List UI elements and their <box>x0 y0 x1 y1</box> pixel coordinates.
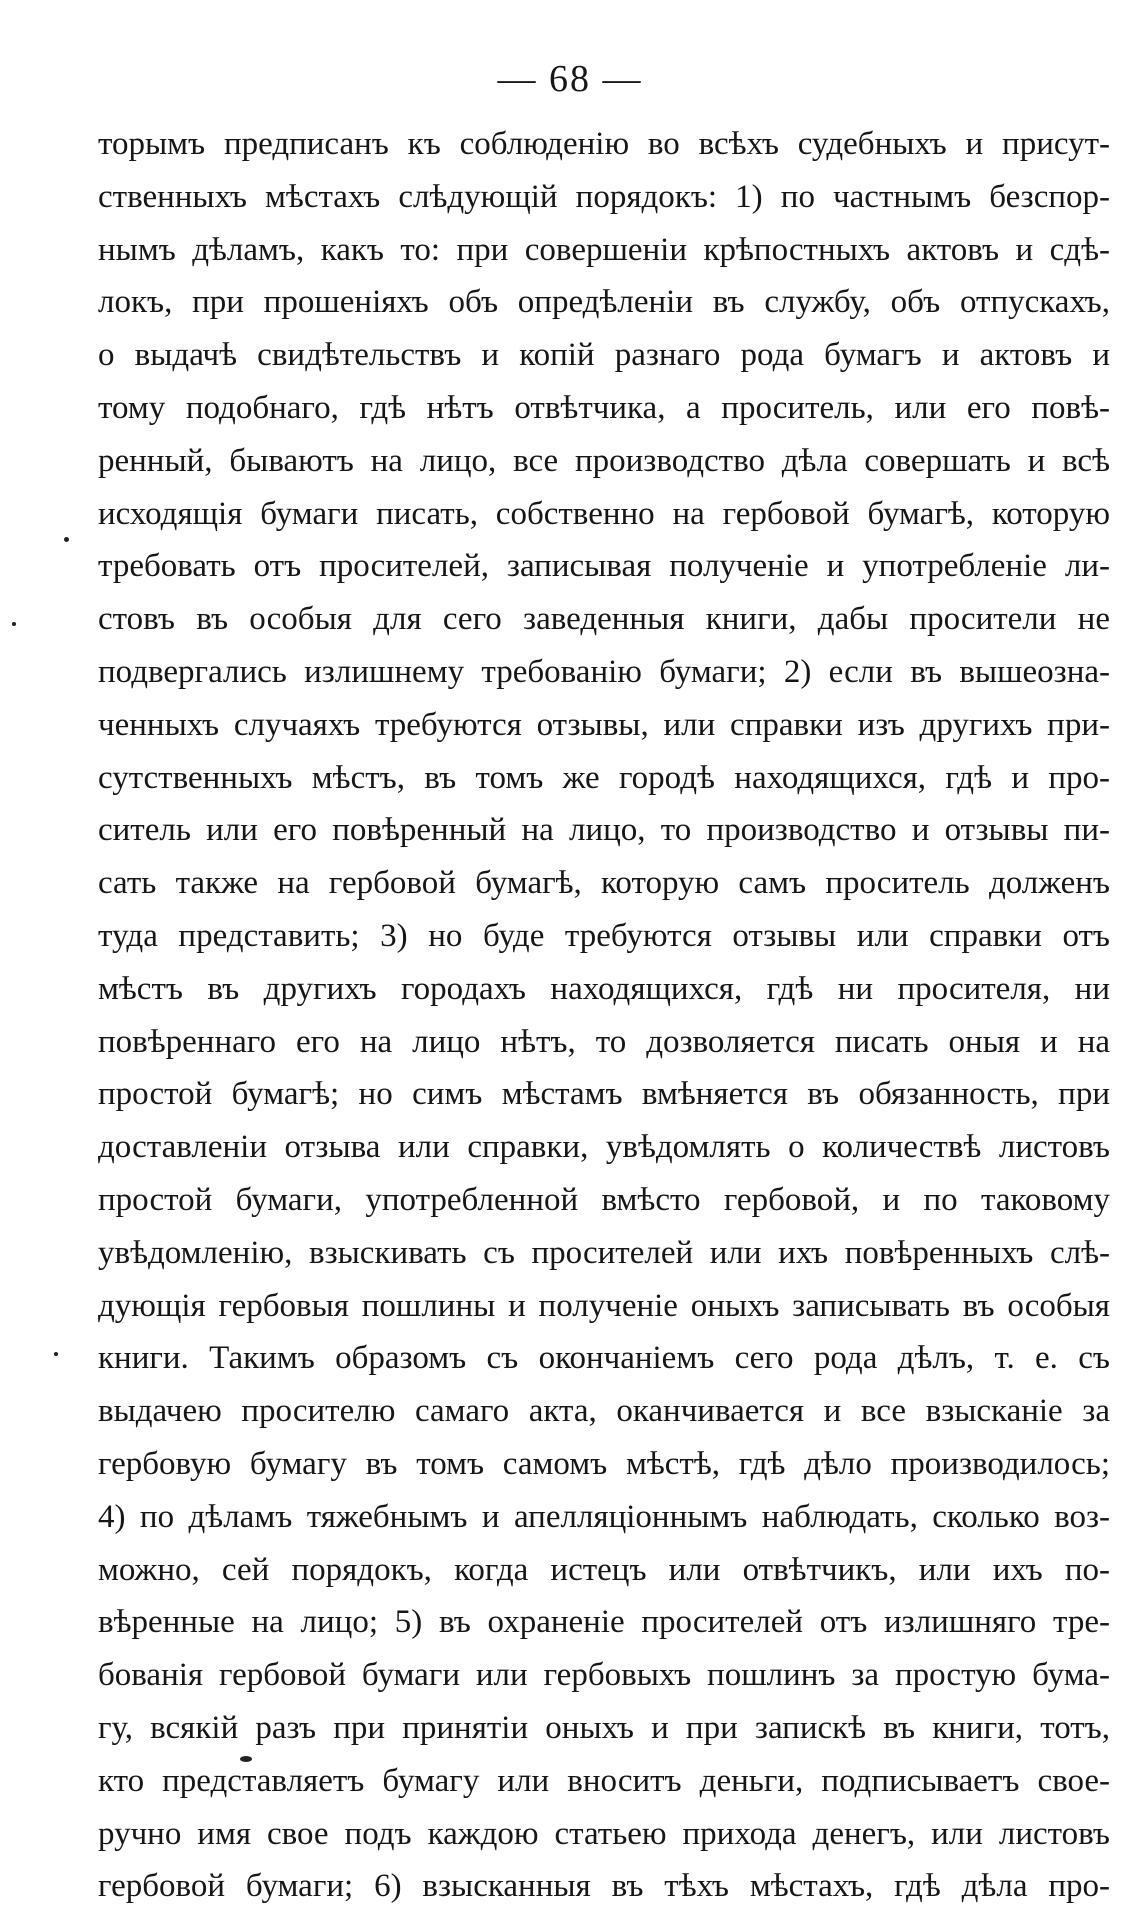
text-line: о выдачѣ свидѣтельствъ и копій разнаго рода бумагъ и актовъ и <box>98 337 1110 374</box>
text-line: можно, сей порядокъ, когда истецъ или отвѣтчикъ, или ихъ по- <box>98 1551 1110 1588</box>
text-line: простой бумаги, употребленной вмѣсто гербовой, и по таковому <box>98 1181 1110 1218</box>
text-line: гу, всякій разъ при принятіи оныхъ и при запискѣ въ книги, тотъ, <box>98 1709 1110 1746</box>
text-line: ченныхъ случаяхъ требуются отзывы, или справки изъ другихъ при- <box>98 706 1110 743</box>
text-line: локъ, при прошеніяхъ объ опредѣленіи въ службу, объ отпускахъ, <box>98 284 1110 321</box>
text-line: сать также на гербовой бумагѣ, которую самъ проситель долженъ <box>98 865 1110 902</box>
scan-speck <box>54 1352 58 1356</box>
text-line: повѣреннаго его на лицо нѣтъ, то дозволяется писать оныя и на <box>98 1023 1110 1060</box>
text-line: стовъ въ особыя для сего заведенныя книги, дабы просители не <box>98 601 1110 638</box>
body-text <box>98 118 1110 1913</box>
text-line: выдачею просителю самаго акта, оканчивается и все взысканіе за <box>98 1393 1110 1430</box>
text-line: книги. Такимъ образомъ съ окончаніемъ сего рода дѣлъ, т. е. съ <box>98 1340 1110 1377</box>
scan-speck <box>64 537 69 542</box>
scan-speck <box>240 1756 252 1762</box>
text-line: торымъ предписанъ къ соблюденію во всѣхъ судебныхъ и присут- <box>98 126 1110 162</box>
text-line: увѣдомленію, взыскивать съ просителей или ихъ повѣренныхъ слѣ- <box>98 1234 1110 1271</box>
page-number: — 68 — <box>497 58 643 100</box>
text-line: подвергались излишнему требованію бумаги; 2) если въ вышеозна- <box>98 653 1110 690</box>
text-line: требовать отъ просителей, записывая полученіе и употребленіе ли- <box>98 548 1110 585</box>
text-line: 4) по дѣламъ тяжебнымъ и апелляціоннымъ наблюдать, сколько воз- <box>98 1498 1110 1535</box>
text-line: ситель или его повѣренный на лицо, то производство и отзывы пи- <box>98 812 1110 849</box>
text-line: дующія гербовыя пошлины и полученіе оныхъ записывать въ особыя <box>98 1287 1110 1324</box>
text-line: мѣстъ въ другихъ городахъ находящихся, гдѣ ни просителя, ни <box>98 970 1110 1007</box>
scan-speck <box>12 622 16 626</box>
text-line: кто представляетъ бумагу или вноситъ деньги, подписываетъ свое- <box>98 1762 1110 1799</box>
text-line: гербовой бумаги; 6) взысканныя въ тѣхъ мѣстахъ, гдѣ дѣла про- <box>98 1868 1110 1905</box>
text-line: ручно имя свое подъ каждою статьею прихода денегъ, или листовъ <box>98 1815 1110 1852</box>
text-line: доставленіи отзыва или справки, увѣдомлять о количествѣ листовъ <box>98 1129 1110 1166</box>
text-line: ренный, бываютъ на лицо, все производство дѣла совершать и всѣ <box>98 442 1110 479</box>
text-line: ственныхъ мѣстахъ слѣдующій порядокъ: 1) по частнымъ безспор- <box>98 178 1110 215</box>
text-line: гербовую бумагу въ томъ самомъ мѣстѣ, гдѣ дѣло производилось; <box>98 1445 1110 1482</box>
text-line: сутственныхъ мѣстъ, въ томъ же городѣ находящихся, гдѣ и про- <box>98 759 1110 796</box>
text-line: вѣренные на лицо; 5) въ охраненіе просителей отъ излишняго тре- <box>98 1604 1110 1641</box>
text-line: бованія гербовой бумаги или гербовыхъ пошлинъ за простую бума- <box>98 1657 1110 1694</box>
text-line: исходящія бумаги писать, собственно на гербовой бумагѣ, которую <box>98 495 1110 532</box>
text-line: тому подобнаго, гдѣ нѣтъ отвѣтчика, а проситель, или его повѣ- <box>98 389 1110 426</box>
text-line: туда представить; 3) но буде требуются отзывы или справки отъ <box>98 917 1110 954</box>
text-line: простой бумагѣ; но симъ мѣстамъ вмѣняется въ обязанность, при <box>98 1076 1110 1113</box>
text-line: нымъ дѣламъ, какъ то: при совершеніи крѣпостныхъ актовъ и сдѣ- <box>98 231 1110 268</box>
